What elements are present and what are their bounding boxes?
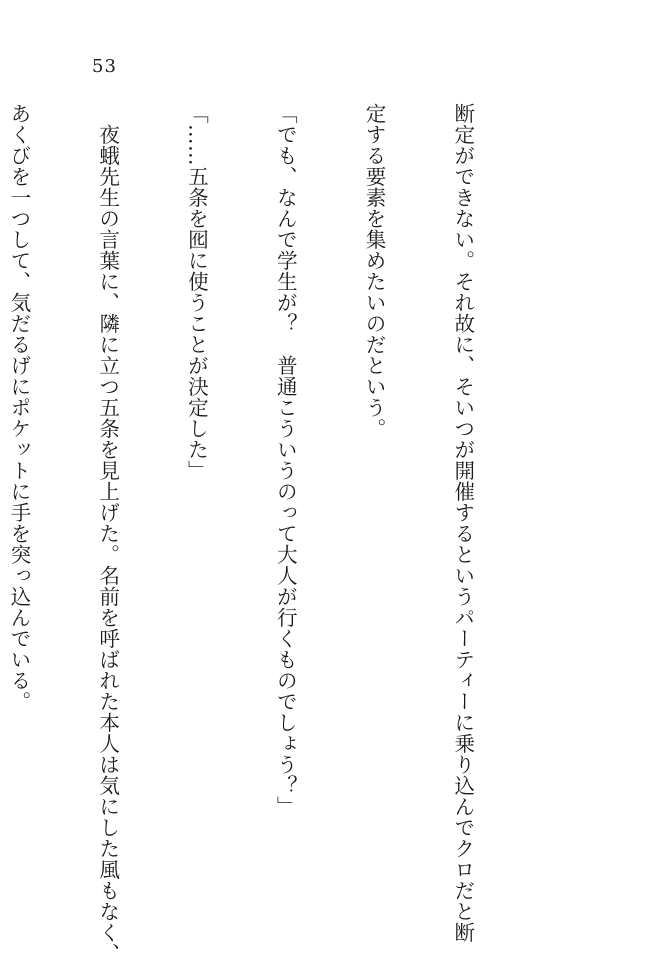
text-line: 「でも、なんで学生が？ 普通こういうのって大人が行くものでしょう？」 [273, 103, 298, 817]
text-line: 断定ができない。それ故に、そいつが開催するというパーティーに乗り込んでクロだと断 [450, 103, 475, 943]
page-number: 53 [92, 56, 117, 77]
text-line: 定する要素を集めたいのだという。 [362, 103, 387, 439]
text-line: 夜蛾先生の言葉に、隣に立つ五条を見上げた。名前を呼ばれた本人は気にした風もなく、 [95, 103, 120, 964]
text-line: 「……五条を囮に使うことが決定した」 [184, 103, 209, 481]
vertical-text-block [6, 103, 536, 964]
text-line: あくびを一つして、気だるげにポケットに手を突っ込んでいる。 [6, 103, 31, 712]
